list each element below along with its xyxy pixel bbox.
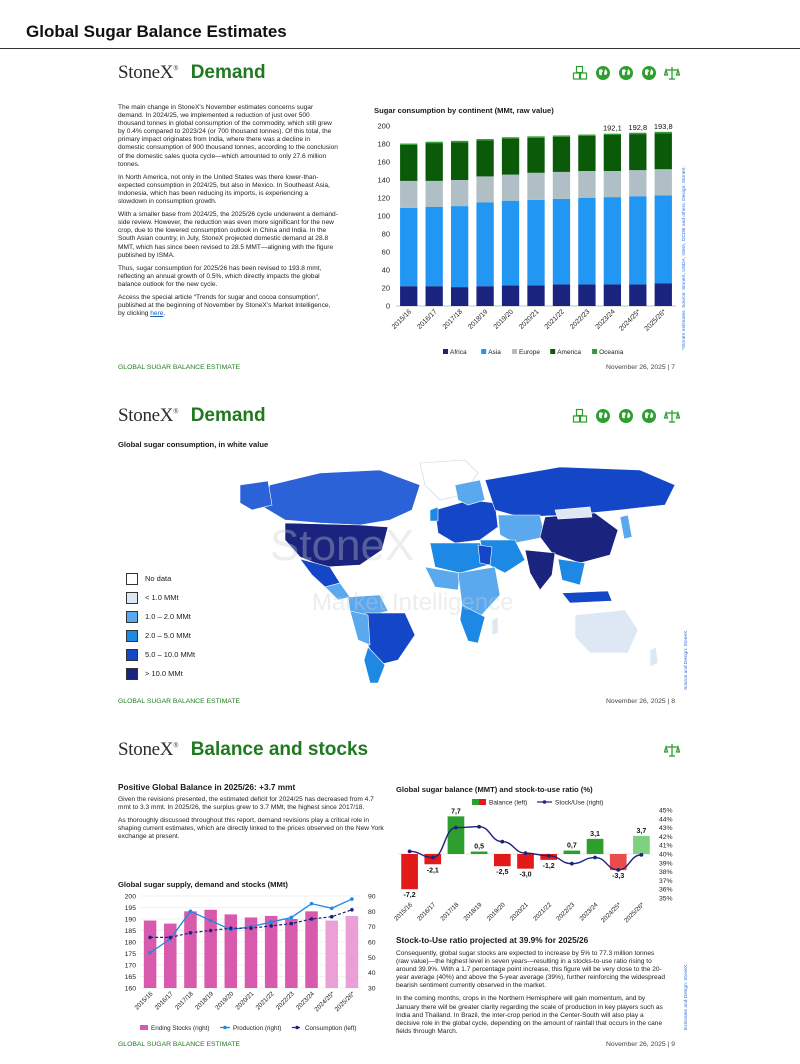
paragraph: The main change in StoneX's November estimates concerns sugar demand. In 2024/25, we implemented a reduction of just over 500 thousand tonnes in global consumption of the commodity, which still grew by 0.4% compared to 2023/24 (or 700 thousand tonnes). Of this total, the primary impact originates from India, where there was a decline in domestic consumption of 900 thousand tonnes, according to the conclusion of the domestic sales quota cycle—which amounted to only 27.6 million tonnes. [118,104,338,168]
legend-label: 1.0 – 2.0 MMt [145,612,191,621]
paragraph: Given the revisions presented, the estimated deficit for 2024/25 has decreased from 4.7 mmt to 3.3 mmt. In 2025/26, the surplus grew to 3.7 MMt, the highest since 2017/18. [118,796,374,812]
stock-bar [346,916,359,988]
globe-icon [595,408,611,424]
paragraph: Consequently, global sugar stocks are expected to increase by 5% to 77.3 million tonnes (raw value)—the highest level in seven years—resulting in a stocks-to-use ratio rising to around 39.9%. With a 1.7 percentage point increase, this figure will be very close to the 20-year average (40%) and above the 5-year average (39%), further reinforcing the widespread bearish sentiment currently observed in the market. [396,950,666,990]
bar-segment-oceania [426,142,443,143]
production-point [350,897,354,901]
y-right-tick-label: 35% [659,895,673,903]
balance-label: 3,7 [636,827,647,835]
legend-swatch [126,649,138,661]
x-tick-label: 2024/25* [313,990,337,1014]
y-tick-label: 20 [381,283,390,293]
legend-marker [543,800,547,804]
balance-bar [517,854,534,869]
balance-bar [633,836,650,854]
x-tick-label: 2016/17 [416,901,438,923]
balance-label: -3,0 [519,871,532,879]
x-tick-label: 2023/24 [294,990,316,1012]
map-title: Global sugar consumption, in white value [118,440,269,449]
y-right-tick-label: 50 [368,954,376,962]
consumption-point [229,926,233,930]
legend-swatch [512,349,517,354]
section-title: Demand [190,405,266,426]
bar-segment-africa [502,285,519,306]
section-title: Demand [190,62,266,83]
bar-segment-asia [527,200,544,285]
legend-swatch [550,349,555,354]
legend-label: 5.0 – 10.0 MMt [145,650,196,659]
bar-segment-europe [426,181,443,207]
balance-label: 7,7 [451,808,461,816]
consumption-point [209,929,213,933]
bar-segment-asia [451,206,468,287]
bar-segment-america [578,136,595,171]
consumption-by-continent-chart [368,118,688,358]
consumption-point [148,936,152,940]
map-alaska [240,481,272,510]
bar-segment-europe [527,173,544,200]
bar-segment-asia [502,201,519,286]
x-tick-label: 2025/26* [643,308,668,333]
total-label: 192,8 [628,122,648,132]
stock-bar [305,911,318,988]
x-tick-label: 2016/17 [416,308,439,331]
x-tick-label: 2021/22 [532,901,554,923]
bar-segment-africa [629,284,646,306]
y-tick-label: 120 [377,193,390,203]
balance-scale-icon [664,65,680,81]
production-point [209,919,213,923]
bar-segment-africa [655,284,672,307]
legend-label: 2.0 – 5.0 MMt [145,631,191,640]
x-tick-label: 2022/23 [274,990,296,1012]
production-point [189,910,193,914]
x-tick-label: 2015/16 [133,990,155,1012]
stock-use-point [454,826,458,830]
balance-label: 0,7 [566,842,577,850]
map-legend-item [126,591,195,604]
here-link[interactable]: here [150,310,164,318]
legend-label: > 10.0 MMt [145,669,183,678]
bar-segment-europe [604,171,621,197]
stock-bar [285,919,298,988]
y-tick-label: 40 [381,265,390,275]
subhead-positive-balance: Positive Global Balance in 2025/26: +3.7 mmt [118,782,296,792]
stock-use-point [477,825,481,829]
map-japan [620,515,632,539]
balance-label: -7,2 [403,892,416,900]
x-tick-label: 2025/26* [623,901,646,925]
y-left-tick-label: 165 [124,974,136,981]
page1-body [118,104,338,323]
globe-icon [641,408,657,424]
footer-date-page: November 26, 2025 | 9 [606,1041,676,1048]
cubes-icon [572,65,588,81]
globe-icon [618,65,634,81]
legend-swatch [126,573,138,585]
bar-segment-america [426,143,443,181]
source-note: Estimates and Design: StoneX. [684,963,689,1030]
stock-use-point [593,856,597,860]
paragraph: In North America, not only in the United States was there lower-than-expected consumption in 2024/25, but also in Mexico. In Southeast Asia, Indonesia, which has been reducing its imports, is experiencing a slowdown in consumption growth. [118,173,330,206]
bar-segment-oceania [400,144,417,145]
map-legend-item [126,610,195,623]
legend-swatch [126,668,138,680]
consumption-point [269,924,273,928]
y-right-tick-label: 44% [659,816,673,824]
stonex-logo: StoneX® [118,62,179,83]
bar-segment-oceania [502,137,519,138]
paragraph [118,294,338,318]
total-label: 193,8 [653,121,673,131]
paragraph: Thus, sugar consumption for 2025/26 has been revised to 193.8 mmt, reflecting an annual growth of 0.5%, which directly impacts the global balance outlook for the new cycle. [118,264,322,288]
x-tick-label: 2020/21 [234,990,256,1012]
bar-segment-africa [400,286,417,306]
source-note: Source and Design: StoneX. [684,629,689,690]
x-tick-label: 2022/23 [555,901,577,923]
balance-label: -1,2 [542,862,555,870]
bar-segment-oceania [527,136,544,137]
bar-segment-africa [553,284,570,306]
section-title: Balance and stocks [190,739,369,760]
bar-segment-america [527,138,544,173]
bar-segment-asia [629,196,646,284]
x-tick-label: 2019/20 [492,308,515,331]
y-right-tick-label: 40 [368,970,376,978]
watermark-sub: Market Intelligence [312,589,514,616]
globe-icon [595,65,611,81]
stock-bar [325,921,338,988]
y-right-tick-label: 45% [659,807,673,815]
map-canada [260,470,420,525]
bar-segment-oceania [451,141,468,142]
access-end: . [163,310,166,318]
balance-label: -2,1 [426,867,439,875]
legend-label: America [557,349,582,356]
y-right-tick-label: 43% [659,825,673,833]
x-tick-label: 2018/19 [194,990,216,1012]
page1-icon-row [572,65,680,81]
y-tick-label: 140 [377,175,390,185]
consumption-point [350,908,354,912]
legend-marker [223,1026,227,1030]
stock-use-point [524,851,528,855]
bar-segment-asia [578,198,595,284]
page3-body-left [118,796,388,846]
stock-use-point [547,854,551,858]
y-right-tick-label: 38% [659,869,673,877]
map-uk [430,507,438,521]
page2-icon-row [572,408,680,424]
legend-swatch [481,349,486,354]
chart1-title: Sugar consumption by continent (MMt, raw value) [374,106,554,115]
y-right-tick-label: 40% [659,851,673,859]
map-australia [575,610,638,653]
bar-segment-america [502,139,519,175]
x-tick-label: 2019/20 [214,990,236,1012]
x-tick-label: 2021/22 [254,990,276,1012]
legend-label: Asia [488,349,501,356]
balance-bar [564,851,581,854]
map-indonesia [562,591,612,603]
bar-segment-oceania [578,135,595,136]
bar-segment-europe [655,169,672,195]
bar-segment-africa [426,286,443,306]
globe-icon [618,408,634,424]
y-left-tick-label: 190 [124,916,136,924]
x-tick-label: 2020/21 [518,308,541,331]
consumption-point [189,931,193,935]
consumption-point [330,915,334,919]
title-divider [0,48,800,49]
production-point [330,906,334,910]
balance-bar [471,852,488,854]
y-left-tick-label: 180 [124,939,136,947]
bar-segment-asia [476,203,493,287]
bar-segment-africa [527,285,544,306]
map-egypt [478,545,492,565]
x-tick-label: 2025/26* [333,990,357,1014]
page1-header [118,62,266,84]
bar-segment-america [629,134,646,170]
consumption-point [290,922,294,926]
y-right-tick-label: 90 [368,893,376,901]
bar-segment-america [451,142,468,180]
globe-icon [641,65,657,81]
legend-label: < 1.0 MMt [145,593,179,602]
production-point [290,916,294,920]
y-right-tick-label: 70 [368,924,376,932]
bar-segment-asia [553,199,570,285]
bar-segment-africa [604,284,621,306]
total-label: 192,1 [602,123,622,133]
legend-label: Stock/Use (right) [555,799,604,807]
map-new-zealand [650,647,658,667]
balance-scale-icon [664,742,680,758]
y-tick-label: 180 [377,139,390,149]
y-tick-label: 60 [381,247,390,257]
x-tick-label: 2018/19 [462,901,484,923]
x-tick-label: 2024/25* [599,901,623,925]
chart-left-title: Global sugar supply, demand and stocks (MMt) [118,880,288,889]
bar-segment-asia [400,208,417,286]
y-left-tick-label: 175 [124,951,136,958]
balance-stock-use-chart [392,796,684,936]
legend-swatch-red [479,799,486,805]
x-tick-label: 2015/16 [392,901,415,923]
paragraph: As thoroughly discussed throughout this report, demand revisions play a critical role in shaping current estimates, which are directly linked to the prices observed on the New York exchange at present. [118,817,384,841]
stock-use-point [431,856,435,860]
x-tick-label: 2017/18 [441,308,465,331]
bar-segment-europe [553,172,570,199]
legend-swatch [592,349,597,354]
footer-label: GLOBAL SUGAR BALANCE ESTIMATE [118,364,240,371]
x-tick-label: 2020/21 [508,901,530,923]
x-tick-label: 2019/20 [485,901,507,923]
bar-segment-europe [629,170,646,196]
y-left-tick-label: 160 [124,985,136,993]
bar-segment-oceania [655,132,672,133]
source-note: *StoneX estimates. Source: StoneX, USDA, ISMA, OCDE and others. Design: StoneX. [682,166,687,350]
x-tick-label: 2016/17 [153,990,175,1012]
access-text: Access the special article “Trends for sugar and cocoa consumption”, published at the beginning of November by StoneX's Market Intelligence, by clicking [118,293,331,318]
balance-bar [494,854,511,866]
y-tick-label: 100 [377,211,390,221]
legend-label: Ending Stocks (right) [151,1025,210,1032]
stock-use-point [500,840,504,844]
paragraph: In the coming months, crops in the Northern Hemisphere will gain momentum, and by January there will be greater clarity regarding the scale of production in key players such as India and Thailand. In Brazil, the inter-crop period in the Center-South will also play a decisive role in the global cycle, depending on the amount of rainfall that occurs in the cane fields through March. [396,995,663,1035]
legend-label: Production (right) [233,1025,282,1032]
map-madagascar [492,617,498,635]
bar-segment-europe [502,175,519,201]
bar-segment-america [476,140,493,176]
y-left-tick-label: 200 [124,893,136,901]
x-tick-label: 2023/24 [594,308,617,331]
legend-swatch [443,349,448,354]
legend-swatch [140,1025,148,1030]
consumption-point [168,936,172,940]
page3-body-right [396,950,668,1041]
map-legend-item [126,572,195,585]
y-right-tick-label: 36% [659,886,673,894]
y-right-tick-label: 37% [659,877,673,885]
map-se-asia [558,559,585,585]
cubes-icon [572,408,588,424]
stonex-logo: StoneX® [118,739,179,760]
bar-segment-europe [400,181,417,208]
bar-segment-africa [476,286,493,306]
watermark-brand: StoneX [270,521,415,570]
stock-bar [225,914,238,988]
balance-scale-icon [664,408,680,424]
stock-use-point [640,853,644,857]
legend-label: No data [145,574,172,583]
footer-date-page: November 26, 2025 | 7 [606,364,676,371]
legend-label: Balance (left) [489,799,528,807]
x-tick-label: 2015/16 [390,308,414,331]
bar-segment-africa [451,287,468,306]
balance-label: 3,1 [590,830,600,838]
bar-segment-oceania [604,134,621,135]
subhead-stock-to-use: Stock-to-Use ratio projected at 39.9% for 2025/26 [396,935,589,945]
page3-header [118,739,368,761]
map-legend-item [126,667,195,680]
stock-use-point [408,849,412,853]
stock-bar [184,911,197,988]
document-title: Global Sugar Balance Estimates [26,22,287,41]
map-legend [126,572,195,686]
bar-segment-oceania [476,139,493,140]
bar-segment-america [655,133,672,169]
y-right-tick-label: 80 [368,908,376,916]
paragraph: With a smaller base from 2024/25, the 2025/26 cycle underwent a demand-side review. However, the reduction was even more significant for the new crop, due to the lowered consumption outlook in China and India. In the South Asian country, in July, StoneX projected domestic demand at 28.8 MMT, which has since been revised to 28.5 MMT—aligning with the figure published by ISMA. [118,211,338,259]
balance-bar [401,854,418,889]
world-consumption-map [240,455,680,685]
legend-label: Oceania [599,349,624,356]
bar-segment-africa [578,284,595,306]
x-tick-label: 2017/18 [173,990,195,1012]
y-right-tick-label: 42% [659,833,673,841]
balance-bar [448,816,465,854]
stonex-logo: StoneX® [118,405,179,426]
bar-segment-asia [604,197,621,284]
footer-label: GLOBAL SUGAR BALANCE ESTIMATE [118,1041,240,1048]
bar-segment-asia [655,195,672,283]
bar-segment-america [553,137,570,172]
y-left-tick-label: 170 [124,962,136,970]
legend-swatch-green [472,799,479,805]
x-tick-label: 2018/19 [467,308,490,331]
legend-marker [295,1026,299,1030]
map-europe [435,500,498,543]
map-india [525,550,555,590]
legend-swatch [126,611,138,623]
y-tick-label: 80 [381,229,390,239]
y-tick-label: 200 [377,121,390,131]
legend-label: Consumption (left) [305,1025,357,1032]
consumption-point [249,926,253,930]
bar-segment-europe [451,180,468,206]
balance-label: -3,3 [612,873,625,881]
map-legend-item [126,629,195,642]
y-tick-label: 0 [385,301,390,311]
legend-swatch [126,592,138,604]
map-legend-item [126,648,195,661]
stock-use-point [616,868,620,872]
chart-right-title: Global sugar balance (MMT) and stock-to-use ratio (%) [396,785,593,794]
footer-label: GLOBAL SUGAR BALANCE ESTIMATE [118,698,240,705]
production-point [148,951,152,955]
y-tick-label: 160 [377,157,390,167]
y-right-tick-label: 30 [368,985,376,993]
y-right-tick-label: 41% [659,842,673,850]
x-tick-label: 2024/25* [618,308,643,333]
bar-segment-europe [578,171,595,198]
bar-segment-asia [426,207,443,286]
supply-demand-stocks-chart [112,890,382,1035]
x-tick-label: 2023/24 [578,901,600,923]
y-right-tick-label: 60 [368,939,376,947]
consumption-point [310,917,314,921]
bar-segment-america [400,145,417,181]
bar-segment-america [604,135,621,171]
production-point [310,902,314,906]
page2-header [118,405,266,427]
y-left-tick-label: 185 [124,928,136,935]
bar-segment-oceania [629,133,646,134]
map-central-asia [498,515,545,543]
y-left-tick-label: 195 [124,905,136,912]
footer-date-page: November 26, 2025 | 8 [606,698,676,705]
production-point [269,920,273,924]
legend-swatch [126,630,138,642]
bar-segment-oceania [553,135,570,136]
balance-label: -2,5 [496,869,509,877]
x-tick-label: 2021/22 [543,308,566,331]
legend-label: Europe [519,349,540,356]
legend-label: Africa [450,349,467,356]
y-right-tick-label: 39% [659,860,673,868]
balance-label: 0,5 [474,843,485,851]
balance-bar [587,839,604,854]
x-tick-label: 2017/18 [439,901,461,923]
map-peru-bolivia [350,611,370,645]
bar-segment-europe [476,176,493,202]
x-tick-label: 2022/23 [568,308,592,331]
stock-use-point [570,862,574,866]
